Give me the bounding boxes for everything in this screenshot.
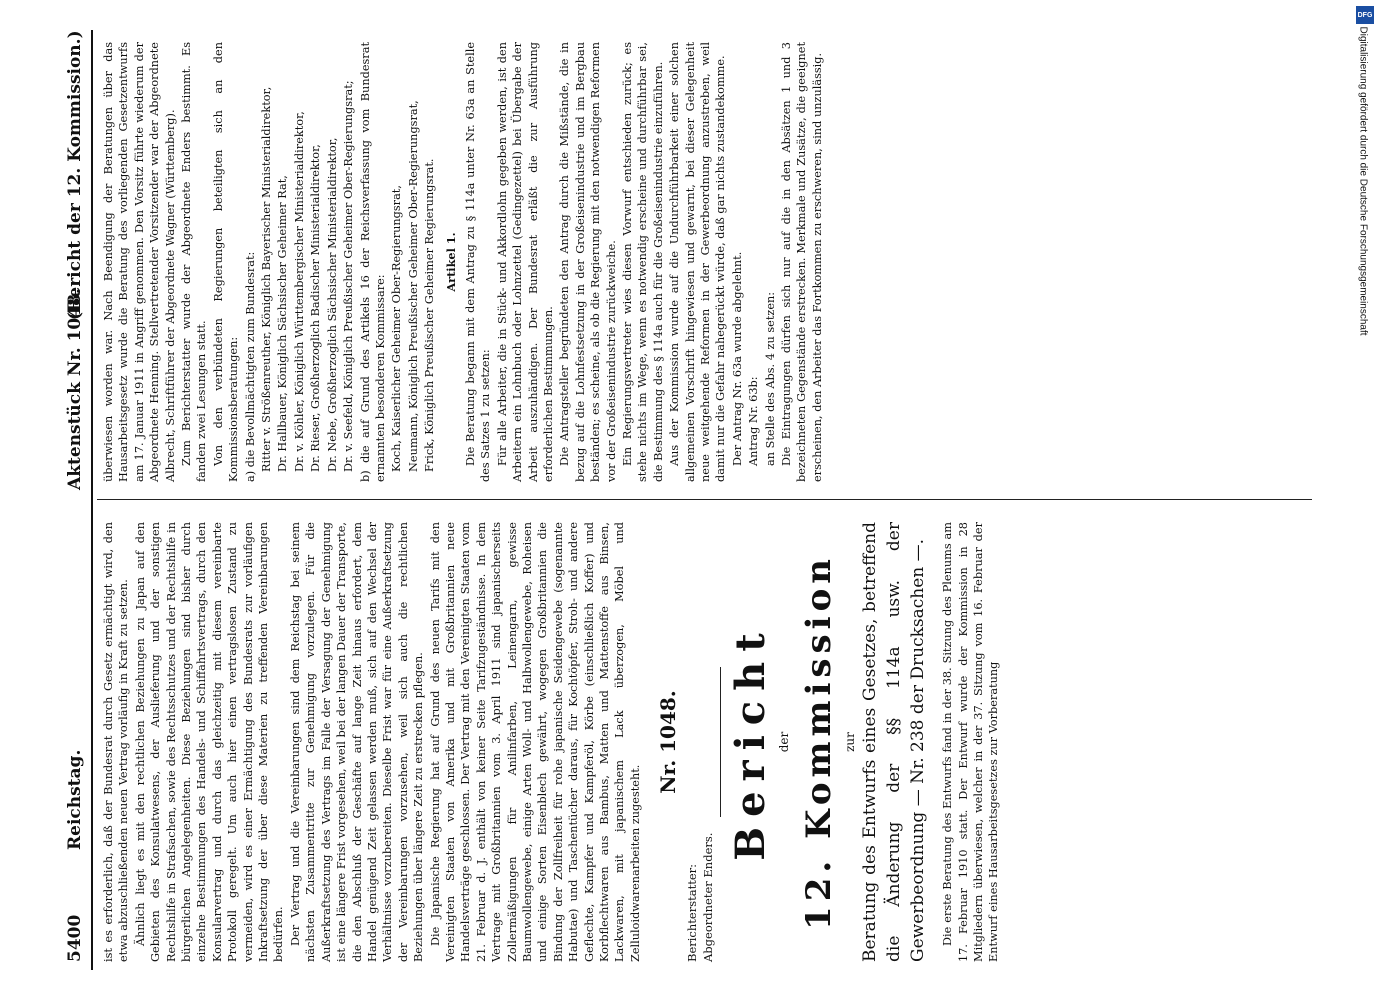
article-heading: Artikel 1. [443,232,458,292]
paragraph: Ein Regierungsvertreter wies diesen Vorwurf entschieden zurück; es stehe nichts im Wege, wenn es notwendig erscheine und durchführbar sei, die Bestimmung des § 114a auch für die Großeisenindustrie einzuführen. [621,42,665,482]
paragraph: Die Eintragungen dürfen sich nur auf die in den Absätzen 1 und 3 bezeichneten Gegenstände erstrecken. Merkmale und Zusätze, die geeignet erscheinen, den Arbeiter das Fortkommen zu erschweren, sind unzulässig. [780,42,824,482]
list-heading-a: a) die Bevollmächtigten zum Bundesrat: [243,251,257,482]
report-subject: Beratung des Entwurfs eines Gesetzes, betreffend die Änderung der §§ 114a usw. der Gewerbeordnung — Nr. 238 der Drucksachen —. [860,522,929,962]
reporter-label: Berichterstatter: [684,863,699,962]
paragraph: Von den verbündeten Regierungen beteiligten sich an den Kommissionsberatungen: [211,42,241,482]
paragraph: Aus der Kommission wurde auf die Undurchführbarkeit einer solchen allgemeinen Vorschrift hingewiesen und gewarnt, bei dieser Gelegenheit neue weitgehende Reformen in der Gewerbeordnung anzustreben, weil damit nur die Gefahr nahegerückt würde, daß gar nichts zustandekomme. [668,42,728,482]
rotated-page [61,30,1321,970]
dfg-logo: DFG [1356,6,1374,24]
list-item: Dr. Rieser, Großherzoglich Badischer Ministerialdirektor, [309,144,323,472]
list-item: Dr. v. Köhler, Königlich Württembergischer Ministerialdirektor, [292,111,306,472]
paragraph: Die Beratung begann mit dem Antrag zu § 114a unter Nr. 63a an Stelle des Satzes 1 zu setzen: [463,42,493,482]
number-heading: Nr. 1048. [656,690,681,794]
page-number: 5400 [65,914,85,962]
credit-text: Digitalisierung gefördert durch die Deutsche Forschungsgemeinschaft [1357,26,1369,336]
paragraph: Die erste Beratung des Entwurfs fand in der 38. Sitzung des Plenums am 17. Februar 1910 statt. Der Entwurf wurde der Kommission in 28 Mitgliedern überwiesen, welcher in der 37. Sitzung vom 16. Februar der Entwurf eines Hausarbeitsgesetzes zur Vorberatung [941,522,1001,962]
margin-credit [1349,18,1377,978]
list-item: Ritter v. Strößenreuther, Königlich Bayerischer Ministerialdirektor, [260,86,274,472]
paragraph: Der Antrag Nr. 63a wurde abgelehnt. [730,251,744,466]
list-item: Frick, Königlich Preußischer Geheimer Regierungsrat. [423,158,437,472]
reporter-name: Abgeordneter Enders. [701,832,716,962]
zur-word: zur [842,732,857,752]
commission-heading: 12. Kommission [798,554,839,930]
right-column [101,42,1311,482]
paragraph: Zum Berichterstatter wurde der Abgeordnete Enders bestimmt. Es fanden zwei Lesungen statt. [180,42,209,482]
commission-label: (Bericht der 12. Kommission.) [65,30,85,320]
divider [720,667,721,817]
list-item: Dr. v. Seefeld, Königlich Preußischer Geheimer Ober-Regierungsrat; [342,80,356,472]
paragraph: Der Vertrag und die Vereinbarungen sind dem Reichstag bei seinem nächsten Zusammentritte zur Genehmigung vorzulegen. Für die Außerkraftsetzung des Vertrags im Falle der Versagung der Genehmigung ist eine längere Frist vorgesehen, weil bei der langen Dauer der Transporte, die den Abschluß der Geschäfte auf lange Zeit hinaus erfordert, dem Handel genügend Zeit gelassen werden muß, sich auf den Wechsel der Verhältnisse vorzubereiten. Dieselbe Frist war für eine Außerkraftsetzung der Vereinbarungen vorzusehen, weil sich auch die rechtlichen Beziehungen über längere Zeit zu erstrecken pflegen. [288,522,426,962]
running-title: Reichstag. [65,749,85,850]
report-heading: Bericht [727,623,775,861]
list-item: Koch, Kaiserlicher Geheimer Ober-Regierungsrat, [390,185,404,472]
der-word: der [777,731,792,753]
paragraph: an Stelle des Abs. 4 zu setzen: [763,291,777,466]
paragraph: ist es erforderlich, daß der Bundesrat durch Gesetz ermächtigt wird, den etwa abzuschließenden neuen Vertrag vorläufig in Kraft zu setzen. [102,522,131,962]
list-item: Dr. Nebe, Großherzoglich Sächsischer Ministerialdirektor, [325,137,339,472]
document-label: Aktenstück Nr. 1048. [65,288,85,490]
paragraph: Für alle Arbeiter, die in Stück- und Akkordlohn gegeben werden, ist den Arbeitern ein Lohnbuch oder Lohnzettel (Gedingezettel) bei Übergabe der Arbeit auszuhändigen. Der Bundesrat erläßt die zur Ausführung erforderlichen Bestimmungen. [495,42,555,482]
paragraph: Ähnlich liegt es mit den rechtlichen Beziehungen zu Japan auf den Gebieten des Konsulatwesens, der Auslieferung und der sonstigen Rechtshilfe in Strafsachen, sowie des Rechtsschutzes und der Rechtshilfe in bürgerlichen Angelegenheiten. Diese Beziehungen sind bisher durch einzelne Bestimmungen des Handels- und Schiffahrtsvertrags, durch den Konsularvertrag und durch das gleichzeitig mit diesem vereinbarte Protokoll geregelt. Um auch hier einen vertragslosen Zustand zu vermeiden, wird es einer Ermächtigung des Bundesrats zur vorläufigen Inkraftsetzung der über diese Materien zu treffenden Vereinbarungen bedürfen. [133,522,286,962]
list-item: Neumann, Königlich Preußischer Geheimer Ober-Regierungsrat, [406,100,420,472]
column-divider [97,499,1312,500]
paragraph: Die Japanische Regierung hat auf Grund des neuen Tarifs mit den Vereinigten Staaten von Amerika und mit Großbritannien neue Handelsverträge geschlossen. Der Vertrag mit den Vereinigten Staaten vom 21. Februar d. J. enthält von keiner Seite Tarifzugeständnisse. In dem Vertrage mit Großbritannien vom 3. April 1911 sind japanischerseits Zollermäßigungen für Anilinfarben, Leinengarn, gewisse Baumwollengewebe, einige Arten Woll- und Halbwollengewebe, Roheisen und einige Sorten Eisenblech gewährt, wogegen Großbritannien die Bindung der Zollfreiheit für rohe japanische Seidengewebe (sogenannte Habutae) und Taschentücher daraus, für Kochtöpfer, Stroh- und andere Geflechte, Kampfer und Kampferöl, Körbe (einschließlich Koffer) und Korbflechtwaren aus Bambus, Matten und Mattenstoffe aus Binsen, Lackwaren, mit japanischem Lack überzogen, Möbel und Zelluloidwarenarbeiten zugesteht. [428,522,642,962]
list-item: Dr. Hallbauer, Königlich Sächsischer Geheimer Rat, [276,175,290,472]
list-heading-b: b) die auf Grund des Artikels 16 der Reichsverfassung vom Bundesrat ernannten besonderen Kommissare: [358,42,387,482]
paragraph: überwiesen worden war. Nach Beendigung der Beratungen über das Hausarbeitsgesetz wurde die Beratung des vorliegenden Gesetzentwurfs am 17. Januar 1911 in Angriff genommen. Den Vorsitz führte wiederum der Abgeordnete Henning. Stellvertretender Vorsitzender war der Abgeordnete Albrecht, Schriftführer der Abgeordnete Wagner (Württemberg). [102,42,177,482]
paragraph: Antrag Nr. 63b: [747,376,761,466]
paragraph: Die Antragsteller begründeten den Antrag durch die Mißstände, die in bezug auf die Lohnfestsetzung in der Großeisenindustrie und im Bergbau beständen; es scheine, als ob die Regierung mit den notwendigen Reformen vor der Großeisenindustrie zurückweiche. [558,42,618,482]
left-column [101,522,1311,962]
page-header [61,30,93,970]
